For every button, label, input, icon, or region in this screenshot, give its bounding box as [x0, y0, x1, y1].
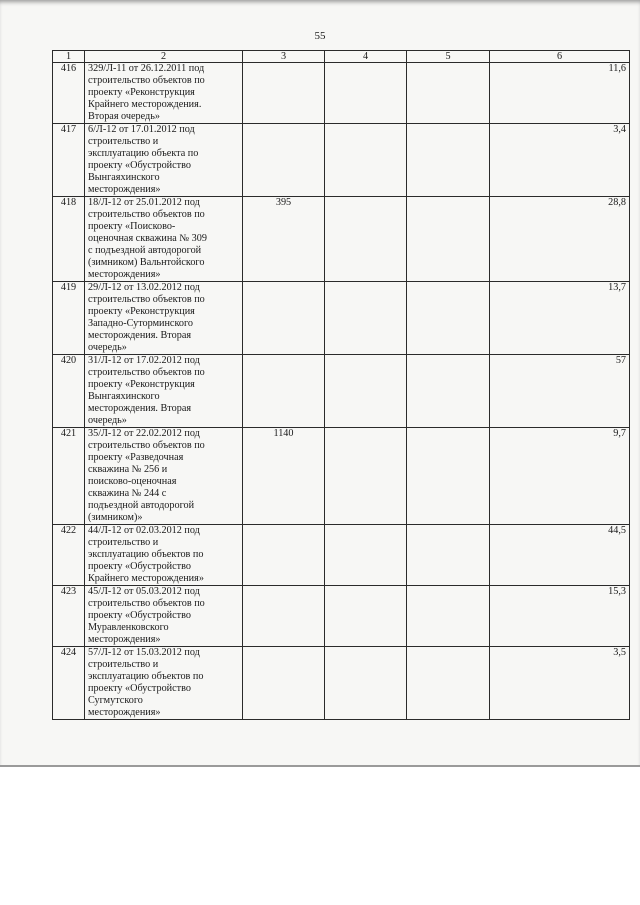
row-col4	[325, 197, 407, 282]
table-row	[53, 525, 630, 586]
row-col6: 3,5	[490, 647, 630, 720]
table-row	[53, 428, 630, 525]
row-col3: 395	[243, 197, 325, 282]
table-row	[53, 197, 630, 282]
row-col4	[325, 525, 407, 586]
row-col3	[243, 647, 325, 720]
row-col6: 28,8	[490, 197, 630, 282]
page-number: 55	[314, 30, 326, 42]
row-description: 57/Л-12 от 15.03.2012 под строительство и эксплуатацию объектов по проекту «Обустройство Сугмутского месторождения»	[85, 647, 243, 720]
table-row	[53, 355, 630, 428]
column-header: 1	[53, 51, 85, 63]
row-description: 35/Л-12 от 22.02.2012 под строительство объектов по проекту «Разведочная скважина № 256 и поисково-оценочная скважина № 244 с подъездной автодорогой (зимником)»	[85, 428, 243, 525]
row-col5	[407, 428, 490, 525]
row-col3	[243, 355, 325, 428]
row-number: 424	[53, 647, 85, 720]
row-col6: 13,7	[490, 282, 630, 355]
table-header-row	[53, 51, 630, 63]
row-number: 420	[53, 355, 85, 428]
row-number: 423	[53, 586, 85, 647]
row-number: 417	[53, 124, 85, 197]
row-col6: 3,4	[490, 124, 630, 197]
row-number: 419	[53, 282, 85, 355]
row-col5	[407, 647, 490, 720]
row-col3	[243, 586, 325, 647]
row-description: 329/Л-11 от 26.12.2011 под строительство объектов по проекту «Реконструкция Крайнего месторождения. Вторая очередь»	[85, 63, 243, 124]
table-row	[53, 282, 630, 355]
column-header: 4	[325, 51, 407, 63]
column-header: 2	[85, 51, 243, 63]
row-col5	[407, 197, 490, 282]
row-col3	[243, 124, 325, 197]
table-row	[53, 124, 630, 197]
row-col4	[325, 282, 407, 355]
row-col6: 44,5	[490, 525, 630, 586]
row-col5	[407, 586, 490, 647]
row-col6: 15,3	[490, 586, 630, 647]
row-col4	[325, 63, 407, 124]
row-description: 18/Л-12 от 25.01.2012 под строительство объектов по проекту «Поисково- оценочная скважина № 309 с подъездной автодорогой (зимником) Вальнтойского месторождения»	[85, 197, 243, 282]
row-number: 416	[53, 63, 85, 124]
row-col5	[407, 355, 490, 428]
row-col3	[243, 282, 325, 355]
row-col5	[407, 282, 490, 355]
row-col6: 9,7	[490, 428, 630, 525]
row-col3: 1140	[243, 428, 325, 525]
row-col4	[325, 124, 407, 197]
row-col5	[407, 63, 490, 124]
row-description: 29/Л-12 от 13.02.2012 под строительство объектов по проекту «Реконструкция Западно-Суторминского месторождения. Вторая очередь»	[85, 282, 243, 355]
row-col5	[407, 124, 490, 197]
row-number: 421	[53, 428, 85, 525]
row-col3	[243, 525, 325, 586]
land-lease-table	[52, 50, 630, 720]
row-col4	[325, 355, 407, 428]
row-description: 6/Л-12 от 17.01.2012 под строительство и эксплуатацию объекта по проекту «Обустройство Вынгаяхинского месторождения»	[85, 124, 243, 197]
row-col5	[407, 525, 490, 586]
row-description: 31/Л-12 от 17.02.2012 под строительство объектов по проекту «Реконструкция Вынгаяхинского месторождения. Вторая очередь»	[85, 355, 243, 428]
table-row	[53, 586, 630, 647]
row-col6: 11,6	[490, 63, 630, 124]
table-row	[53, 63, 630, 124]
column-header: 6	[490, 51, 630, 63]
row-col6: 57	[490, 355, 630, 428]
column-header: 5	[407, 51, 490, 63]
row-col4	[325, 586, 407, 647]
table-row	[53, 647, 630, 720]
column-header: 3	[243, 51, 325, 63]
row-col4	[325, 647, 407, 720]
row-description: 44/Л-12 от 02.03.2012 под строительство и эксплуатацию объектов по проекту «Обустройство Крайнего месторождения»	[85, 525, 243, 586]
row-col4	[325, 428, 407, 525]
row-number: 422	[53, 525, 85, 586]
row-description: 45/Л-12 от 05.03.2012 под строительство объектов по проекту «Обустройство Муравленковского месторождения»	[85, 586, 243, 647]
row-number: 418	[53, 197, 85, 282]
row-col3	[243, 63, 325, 124]
